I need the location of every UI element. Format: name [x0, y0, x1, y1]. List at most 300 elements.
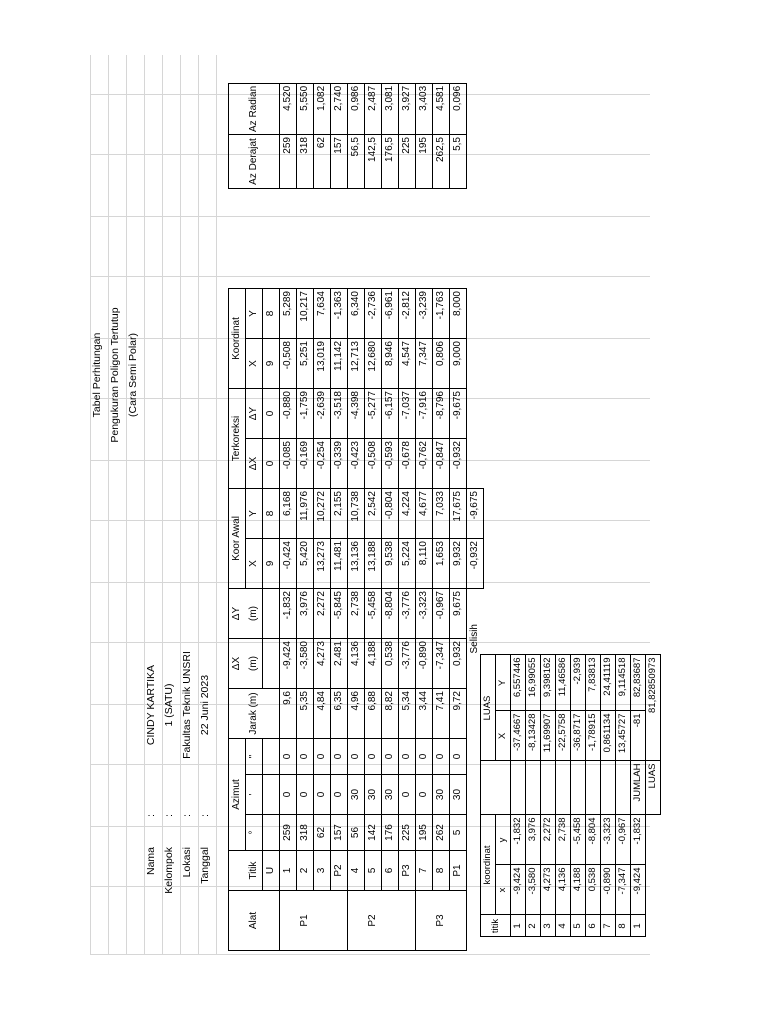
table-cell: 13,136: [348, 539, 365, 589]
table-row: [365, 83, 382, 950]
table-cell: -3,323: [416, 589, 433, 639]
table-cell: -3,776: [399, 589, 416, 639]
header-x: X: [246, 539, 263, 589]
header-x: X: [246, 339, 263, 389]
calculation-table-body: [280, 83, 467, 950]
index-cell: 9: [263, 339, 280, 389]
table-cell: 12,680: [365, 339, 382, 389]
table-cell: 5,251: [297, 339, 314, 389]
table-cell: 30: [382, 775, 399, 815]
luas-cell: -3,323: [601, 815, 616, 865]
jumlah-label: JUMLAH: [631, 761, 646, 815]
table-cell: 11,142: [331, 339, 348, 389]
header-cell-empty: [263, 689, 280, 739]
table-cell: 5,34: [399, 689, 416, 739]
table-cell: 56,5: [348, 135, 365, 189]
table-row: [280, 83, 297, 950]
table-cell: 9,538: [382, 539, 399, 589]
table-cell: 0,986: [348, 83, 365, 134]
header-y: ΔY: [246, 389, 263, 439]
luas-header-y: y: [496, 815, 511, 865]
table-cell: 3,081: [382, 83, 399, 134]
luas-cell: [571, 761, 586, 815]
table-cell: -0,932: [450, 439, 467, 489]
header-cell-empty: [263, 739, 280, 775]
table-cell: -0,508: [280, 339, 297, 389]
table-cell: -3,518: [331, 389, 348, 439]
table-cell: 262: [433, 815, 450, 851]
table-cell: 9,932: [450, 539, 467, 589]
table-cell: 176,5: [382, 135, 399, 189]
table-cell: 259: [280, 815, 297, 851]
table-cell: -1,832: [280, 589, 297, 639]
table-cell: 0: [399, 775, 416, 815]
table-cell: 3,44: [416, 689, 433, 739]
table-cell: -5,458: [365, 589, 382, 639]
index-cell: 0: [263, 389, 280, 439]
table-cell: 9,6: [280, 689, 297, 739]
header-koordinat: Koordinat: [229, 289, 246, 389]
table-cell: 30: [348, 775, 365, 815]
table-cell: -2,736: [365, 289, 382, 339]
table-cell: 8,946: [382, 339, 399, 389]
table-cell: 2,155: [331, 489, 348, 539]
luas-header-X: X: [496, 711, 511, 761]
luas-cell: -81: [631, 711, 646, 761]
table-row: [297, 83, 314, 950]
table-row: [348, 83, 365, 950]
table-cell: 8,000: [450, 289, 467, 339]
luas-cell: -1,832: [511, 815, 526, 865]
table-cell: 0: [280, 739, 297, 775]
table-cell: 13,188: [365, 539, 382, 589]
header-azimut: Azimut: [229, 739, 246, 851]
table-cell: P2: [331, 851, 348, 891]
luas-cell: 4,136: [556, 865, 571, 915]
table-cell: 5: [450, 815, 467, 851]
info-label-kelompok: Kelompok: [163, 847, 175, 894]
table-cell: 4: [348, 851, 365, 891]
table-cell: -8,796: [433, 389, 450, 439]
header-jarak: Jarak (m): [246, 689, 263, 739]
table-cell: 0: [297, 775, 314, 815]
luas-label: LUAS: [646, 761, 661, 815]
header-dy-unit: (m): [246, 589, 263, 639]
luas-cell: 24,41119: [601, 655, 616, 711]
table-cell: 225: [399, 815, 416, 851]
table-cell: 195: [416, 135, 433, 189]
table-cell: 4,581: [433, 83, 450, 134]
table-cell: 157: [331, 815, 348, 851]
table-cell: 12,713: [348, 339, 365, 389]
table-cell: 225: [399, 135, 416, 189]
header-dx-unit: (m): [246, 639, 263, 689]
table-cell: 0: [450, 739, 467, 775]
luas-cell: 4,188: [571, 865, 586, 915]
header-dx: ΔX: [229, 639, 246, 689]
header-minute: ': [246, 775, 263, 815]
luas-cell: [586, 761, 601, 815]
luas-row: [541, 599, 556, 961]
title-line-3: (Cara Semi Polar): [127, 332, 139, 418]
table-cell: 6: [382, 851, 399, 891]
table-cell: -0,880: [280, 389, 297, 439]
titik-u: U: [263, 851, 280, 891]
selisih-x: -0,932: [467, 539, 484, 589]
table-cell: -1,363: [331, 289, 348, 339]
table-cell: 7,41: [433, 689, 450, 739]
table-cell: -9,675: [450, 389, 467, 439]
table-cell: -0,593: [382, 439, 399, 489]
table-cell: -5,277: [365, 389, 382, 439]
header-cell-empty: [263, 891, 280, 951]
table-cell: P3: [399, 851, 416, 891]
table-cell: 13,273: [314, 539, 331, 589]
table-cell: 11,481: [331, 539, 348, 589]
table-cell: -9,424: [280, 639, 297, 689]
table-cell: -0,423: [348, 439, 365, 489]
table-cell: 56: [348, 815, 365, 851]
header-degree: °: [246, 815, 263, 851]
luas-header-koordinat: koordinat: [481, 815, 496, 915]
index-cell: 9: [263, 539, 280, 589]
luas-cell: 2: [526, 915, 541, 937]
table-cell: 0: [314, 775, 331, 815]
index-cell: 8: [263, 489, 280, 539]
table-cell: 0,096: [450, 83, 467, 134]
header-terkoreksi: Terkoreksi: [229, 389, 246, 489]
table-cell: -6,961: [382, 289, 399, 339]
luas-row: [601, 599, 616, 961]
alat-cell: P1: [297, 891, 314, 951]
table-cell: 2,542: [365, 489, 382, 539]
table-cell: 259: [280, 135, 297, 189]
luas-table-body: [511, 599, 646, 961]
info-sep: :: [163, 814, 175, 817]
luas-cell: -7,347: [616, 865, 631, 915]
table-cell: -3,239: [416, 289, 433, 339]
table-cell: 0: [399, 739, 416, 775]
header-cell-empty: [229, 83, 246, 134]
header-alat: Alat: [246, 891, 263, 951]
luas-cell: -0,967: [616, 815, 631, 865]
table-cell: 2,272: [314, 589, 331, 639]
header-cell-empty: [229, 851, 246, 891]
luas-cell: -1,832: [631, 815, 646, 865]
luas-cell: 7: [601, 915, 616, 937]
table-cell: 0: [331, 775, 348, 815]
spreadsheet-sheet: [90, 55, 658, 955]
table-cell: 0: [280, 775, 297, 815]
table-cell: 318: [297, 815, 314, 851]
table-cell: 10,272: [314, 489, 331, 539]
table-cell: -0,762: [416, 439, 433, 489]
table-cell: 13,019: [314, 339, 331, 389]
luas-cell: -3,580: [526, 865, 541, 915]
table-cell: 4,677: [416, 489, 433, 539]
table-cell: -0,847: [433, 439, 450, 489]
table-cell: 10,738: [348, 489, 365, 539]
alat-cell: [348, 891, 365, 951]
table-cell: 30: [365, 775, 382, 815]
table-cell: 6,35: [331, 689, 348, 739]
luas-header-empty: [496, 761, 511, 815]
table-row: [450, 83, 467, 950]
luas-cell: 8: [616, 915, 631, 937]
header-dy: ΔY: [229, 589, 246, 639]
table-cell: -0,169: [297, 439, 314, 489]
luas-cell: -37,4667: [511, 711, 526, 761]
table-cell: 142: [365, 815, 382, 851]
header-cell-empty: [263, 83, 280, 134]
table-cell: 1,082: [314, 83, 331, 134]
table-cell: 10,217: [297, 289, 314, 339]
table-cell: 1,653: [433, 539, 450, 589]
luas-header-empty: [481, 761, 496, 815]
header-cell-empty: [263, 639, 280, 689]
luas-cell: 3: [541, 915, 556, 937]
selisih-y: -9,675: [467, 489, 484, 539]
table-cell: -6,157: [382, 389, 399, 439]
table-cell: 0: [297, 739, 314, 775]
table-cell: -0,678: [399, 439, 416, 489]
index-cell: 8: [263, 289, 280, 339]
table-cell: 262,5: [433, 135, 450, 189]
table-row: [416, 83, 433, 950]
table-cell: 5,420: [297, 539, 314, 589]
header-cell-empty: [229, 891, 246, 951]
table-cell: 9,000: [450, 339, 467, 389]
luas-cell: 13,45727: [616, 711, 631, 761]
header-cell-empty: [263, 589, 280, 639]
table-cell: 4,224: [399, 489, 416, 539]
luas-cell: -36,8717: [571, 711, 586, 761]
table-cell: 7,347: [416, 339, 433, 389]
header-cell-empty: [263, 775, 280, 815]
table-cell: 5,550: [297, 83, 314, 134]
alat-cell: [382, 891, 399, 951]
table-cell: 7,634: [314, 289, 331, 339]
table-cell: -1,763: [433, 289, 450, 339]
table-cell: 6,88: [365, 689, 382, 739]
table-cell: -8,804: [382, 589, 399, 639]
luas-cell: [556, 761, 571, 815]
table-cell: 4,188: [365, 639, 382, 689]
luas-cell: 4: [556, 915, 571, 937]
table-cell: -0,804: [382, 489, 399, 539]
luas-cell: 0,861134: [601, 711, 616, 761]
luas-cell: 4,273: [541, 865, 556, 915]
table-cell: 0: [416, 775, 433, 815]
selisih-label: Selisih: [469, 624, 481, 654]
alat-cell: [331, 891, 348, 951]
table-cell: 3,976: [297, 589, 314, 639]
table-cell: -0,339: [331, 439, 348, 489]
info-value-nama: CINDY KARTIKA: [145, 664, 157, 746]
table-cell: -0,967: [433, 589, 450, 639]
luas-cell: -9,424: [511, 865, 526, 915]
header-cell-empty: [229, 135, 246, 189]
table-cell: 62: [314, 135, 331, 189]
table-cell: -0,508: [365, 439, 382, 489]
table-cell: -3,580: [297, 639, 314, 689]
table-cell: 0,806: [433, 339, 450, 389]
info-sep: :: [181, 814, 193, 817]
table-cell: 195: [416, 815, 433, 851]
info-label-tanggal: Tanggal: [199, 847, 211, 884]
luas-row: [556, 599, 571, 961]
table-row: [399, 83, 416, 950]
luas-cell: 11,46586: [556, 655, 571, 711]
table-cell: -2,639: [314, 389, 331, 439]
luas-cell: [601, 761, 616, 815]
table-row: [314, 83, 331, 950]
luas-cell: [526, 761, 541, 815]
table-cell: -3,776: [399, 639, 416, 689]
table-cell: -7,347: [433, 639, 450, 689]
table-row: [382, 83, 399, 950]
luas-cell: 7,83813: [586, 655, 601, 711]
header-koor-awal: Koor Awal: [229, 489, 246, 589]
luas-value: 81,82850973: [646, 655, 661, 761]
table-cell: 30: [433, 775, 450, 815]
table-cell: 4,84: [314, 689, 331, 739]
luas-cell: -0,890: [601, 865, 616, 915]
luas-header-titik: titik: [481, 915, 511, 937]
table-cell: 0,932: [450, 639, 467, 689]
luas-header-x: x: [496, 865, 511, 915]
luas-table: [480, 599, 661, 961]
header-az-derajat: Az Derajat: [246, 135, 263, 189]
luas-row: [571, 599, 586, 961]
table-cell: 8,110: [416, 539, 433, 589]
table-cell: 4,273: [314, 639, 331, 689]
luas-cell: 2,272: [541, 815, 556, 865]
info-label-nama: Nama: [145, 847, 157, 876]
alat-cell: P2: [365, 891, 382, 951]
table-cell: 0: [331, 739, 348, 775]
luas-row: [631, 599, 646, 961]
table-cell: P1: [450, 851, 467, 891]
table-cell: -0,424: [280, 539, 297, 589]
table-cell: 17,675: [450, 489, 467, 539]
table-cell: 4,520: [280, 83, 297, 134]
luas-header-luas: LUAS: [481, 655, 496, 761]
header-az-radian: Az Radian: [246, 83, 263, 134]
info-sep: :: [199, 814, 211, 817]
table-cell: 7,033: [433, 489, 450, 539]
table-cell: 318: [297, 135, 314, 189]
alat-cell: [450, 891, 467, 951]
header-y: Y: [246, 289, 263, 339]
table-cell: 5: [365, 851, 382, 891]
header-cell-empty: [263, 815, 280, 851]
header-titik: Titik: [246, 851, 263, 891]
luas-cell: 0,538: [586, 865, 601, 915]
table-cell: 0,538: [382, 639, 399, 689]
table-cell: -1,759: [297, 389, 314, 439]
table-cell: 2,487: [365, 83, 382, 134]
luas-cell: 1: [631, 915, 646, 937]
header-x: ΔX: [246, 439, 263, 489]
info-sep: :: [145, 814, 157, 817]
info-value-lokasi: Fakultas Teknik UNSRI: [181, 651, 193, 759]
table-cell: 6,340: [348, 289, 365, 339]
luas-cell: 5: [571, 915, 586, 937]
table-cell: 2,481: [331, 639, 348, 689]
luas-header-Y: Y: [496, 655, 511, 711]
alat-cell: [314, 891, 331, 951]
luas-cell: 6: [586, 915, 601, 937]
table-cell: -5,845: [331, 589, 348, 639]
luas-cell: 9,114518: [616, 655, 631, 711]
luas-cell: [541, 761, 556, 815]
table-cell: -7,037: [399, 389, 416, 439]
table-cell: 3: [314, 851, 331, 891]
table-cell: 6,168: [280, 489, 297, 539]
table-cell: 9,72: [450, 689, 467, 739]
luas-cell: [616, 761, 631, 815]
calculation-table: [228, 83, 484, 951]
table-cell: 4,136: [348, 639, 365, 689]
table-cell: 142,5: [365, 135, 382, 189]
table-cell: 0: [416, 739, 433, 775]
table-cell: 0: [433, 739, 450, 775]
header-y: Y: [246, 489, 263, 539]
info-value-tanggal: 22 Juni 2023: [199, 674, 211, 736]
luas-row: [526, 599, 541, 961]
luas-cell: -2,939: [571, 655, 586, 711]
table-cell: -0,254: [314, 439, 331, 489]
table-cell: 2: [297, 851, 314, 891]
luas-cell: 2,738: [556, 815, 571, 865]
table-cell: 176: [382, 815, 399, 851]
table-cell: 9,675: [450, 589, 467, 639]
table-cell: 0: [314, 739, 331, 775]
table-cell: 3,927: [399, 83, 416, 134]
table-cell: 4,96: [348, 689, 365, 739]
table-cell: -4,398: [348, 389, 365, 439]
table-cell: 5,35: [297, 689, 314, 739]
table-cell: 0: [348, 739, 365, 775]
table-cell: 157: [331, 135, 348, 189]
luas-cell: -22,5758: [556, 711, 571, 761]
table-cell: 1: [280, 851, 297, 891]
alat-cell: [416, 891, 433, 951]
luas-cell: [511, 761, 526, 815]
luas-row: [511, 599, 526, 961]
table-cell: 4,547: [399, 339, 416, 389]
info-value-kelompok: 1 (SATU): [163, 683, 175, 727]
table-cell: -2,812: [399, 289, 416, 339]
luas-cell: 3,976: [526, 815, 541, 865]
table-cell: 5,5: [450, 135, 467, 189]
table-row: [433, 83, 450, 950]
luas-row: [616, 599, 631, 961]
table-cell: 0: [382, 739, 399, 775]
luas-row: [586, 599, 601, 961]
luas-cell: -9,424: [631, 865, 646, 915]
luas-cell: 82,83687: [631, 655, 646, 711]
luas-cell: 1: [511, 915, 526, 937]
table-cell: 11,976: [297, 489, 314, 539]
table-cell: -0,085: [280, 439, 297, 489]
alat-cell: [399, 891, 416, 951]
table-row: [331, 83, 348, 950]
table-cell: 2,740: [331, 83, 348, 134]
header-second: ": [246, 739, 263, 775]
table-cell: -0,890: [416, 639, 433, 689]
